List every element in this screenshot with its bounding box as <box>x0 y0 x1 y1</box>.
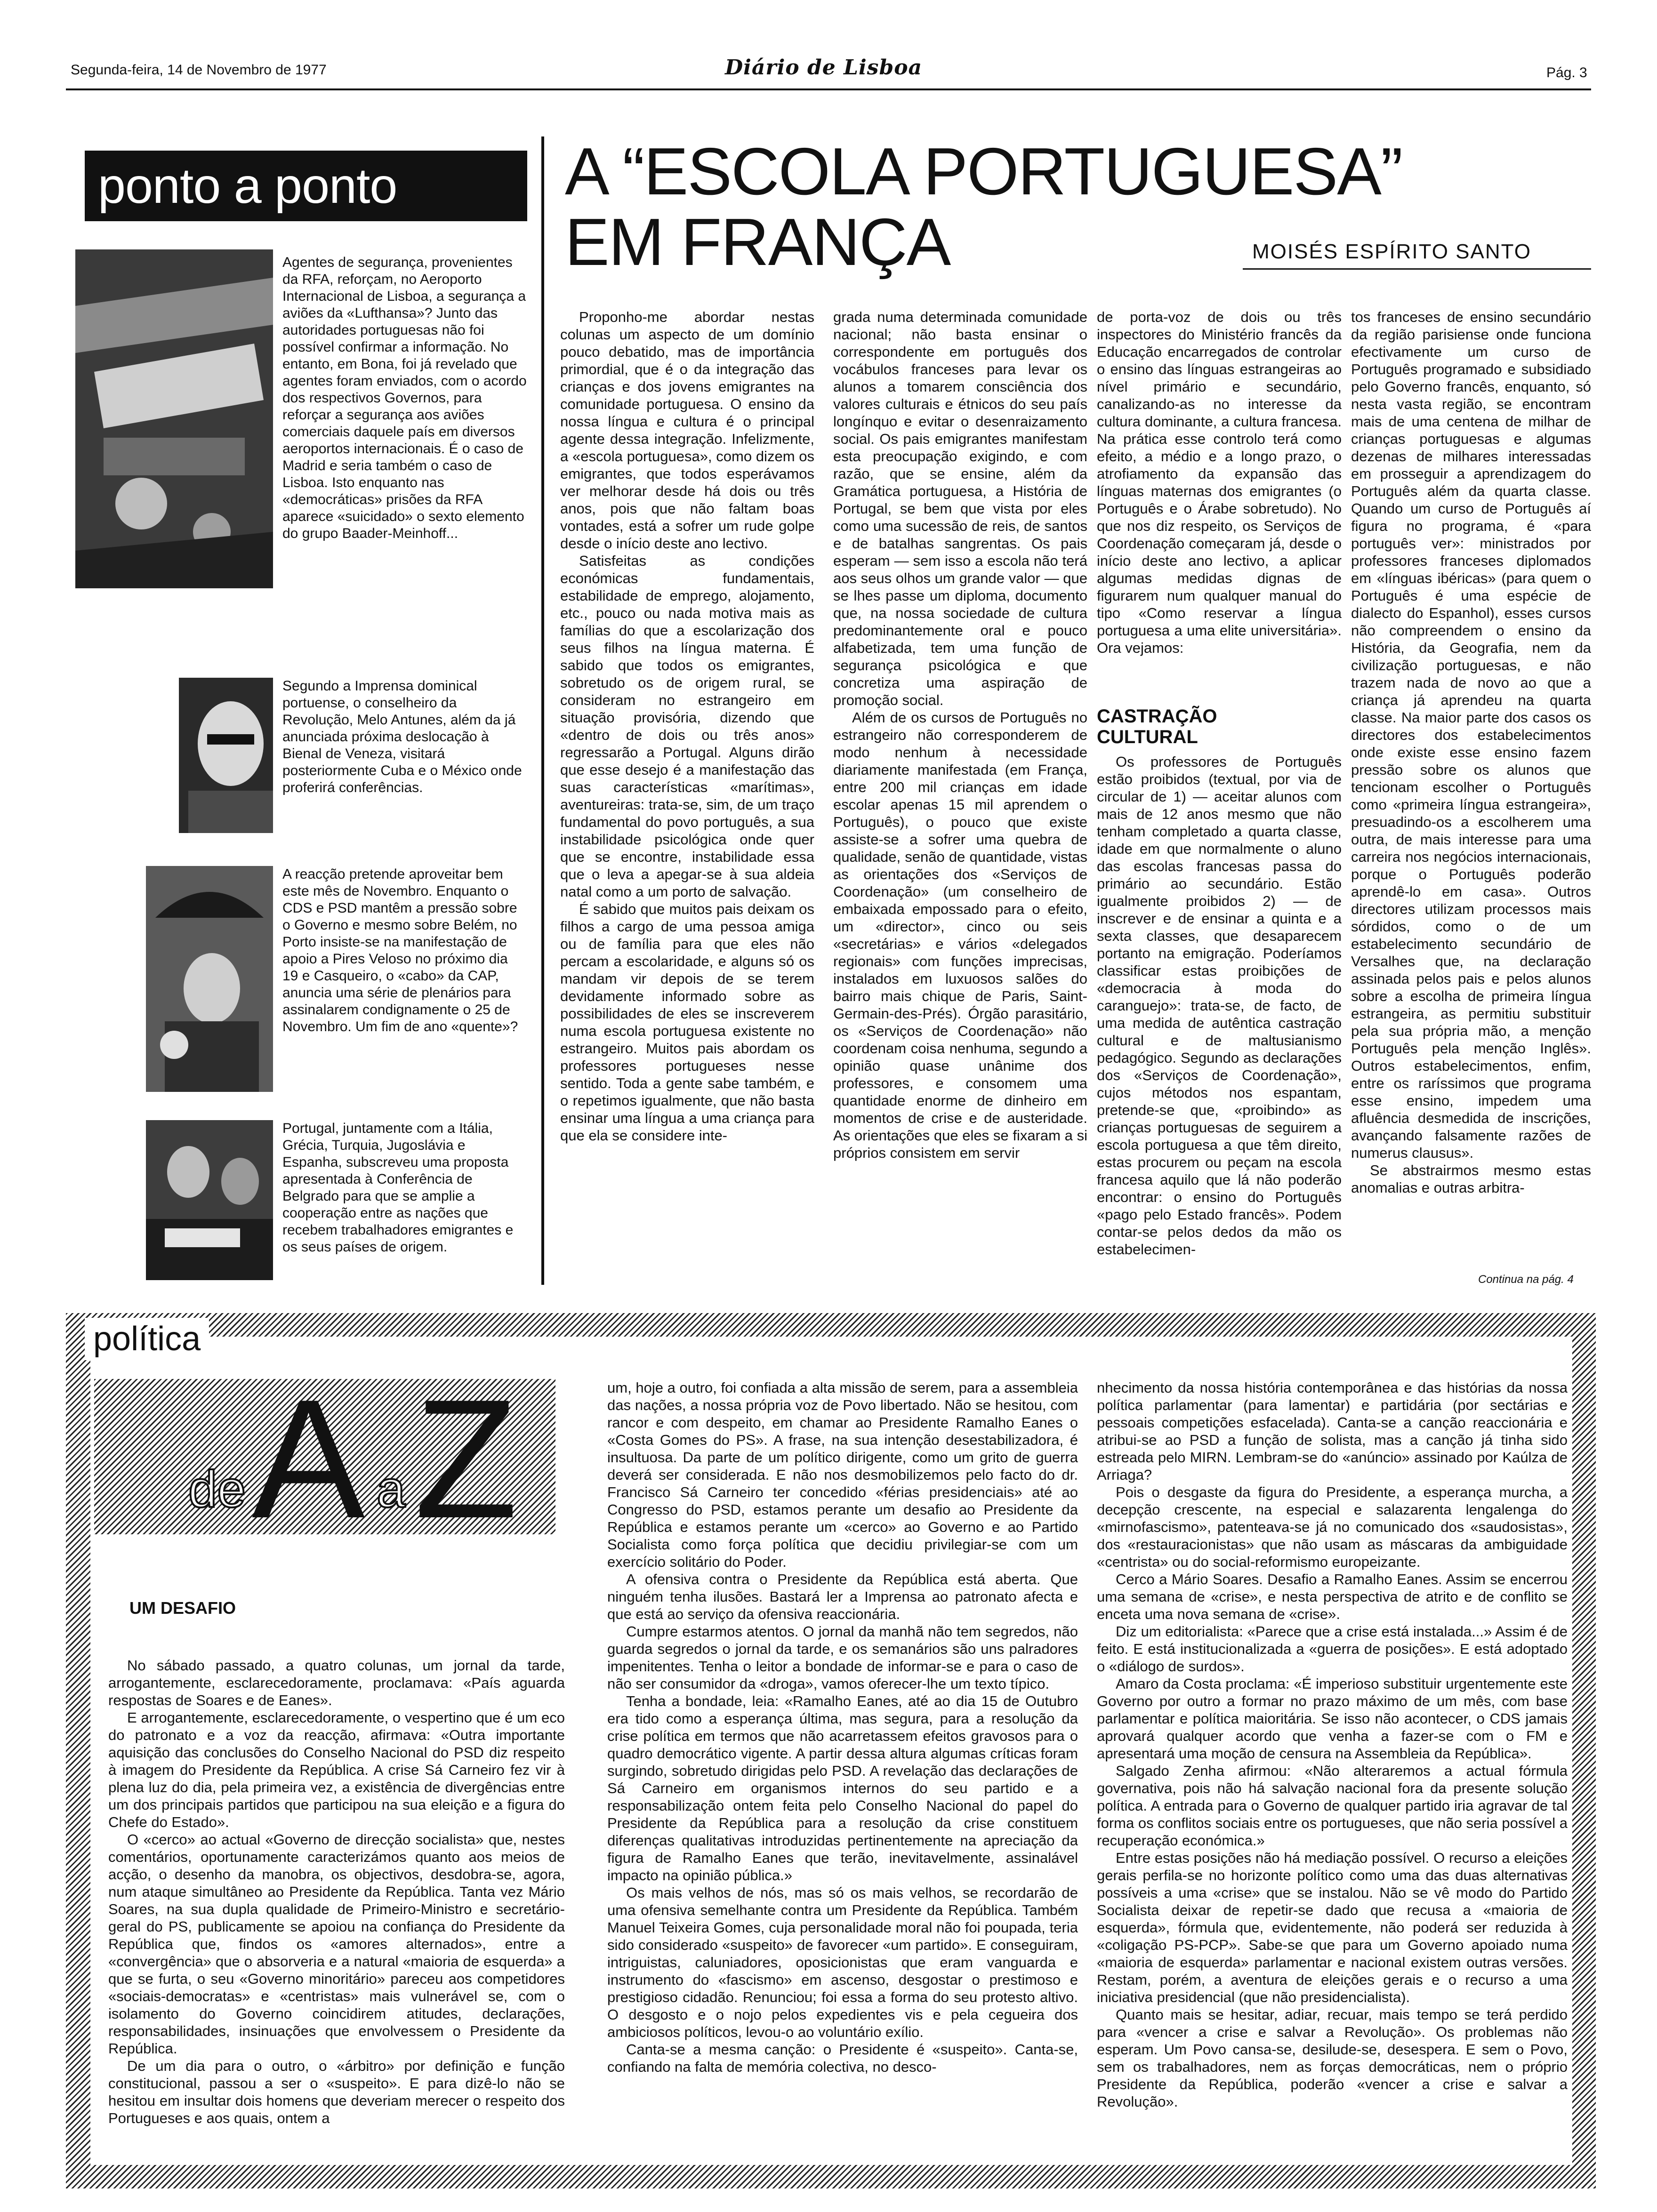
article-headline-line-2: EM FRANÇA <box>565 205 950 280</box>
portrait-photo <box>179 678 273 833</box>
masthead: Diário de Lisboa <box>725 56 923 80</box>
paragraph: nhecimento da nossa história contemporânea e das histórias da nossa política parlamentar (para lamentar) e partidária (por sectárias e pessoais competições esfacelada). Canta-se a canção reaccionária e atribui-se ao PSD a função de solista, mas a canção já tinha sido estreada pelo MIRN. Lembram-se do «anúncio» assinado por Kaúlza de Arriaga? <box>1097 1379 1568 1483</box>
sidebar-item-3: A reacção pretende aproveitar bem este mês de Novembro. Enquanto o CDS e PSD mantêm a pressão sobre o Governo e mesmo sobre Belém, no Porto insiste-se na manifestação de apoio a Pires Veloso no próximo dia 19 e Casqueiro, o «cabo» da CAP, anuncia uma série de plenários para assinalarem condignamente o 25 de Novembro. Um fim de ano «quente»? <box>282 866 518 1034</box>
paragraph: um, hoje a outro, foi confiada a alta missão de serem, para a assembleia das nações, a nossa própria voz de Povo libertado. Não se hesitou, com rancor e com despeito, em chamar ao Presidente Ramalho Eanes o «Costa Gomes do PS». A frase, na sua intenção desestabilizadora, é insultuosa. Da parte de um político dirigente, como um grito de guerra deverá ser considerada. E não nos desmobilizemos pelo facto do dr. Francisco Sá Carneiro ter concedido «férias presidenciais» até ao Congresso do PSD, estamos perante um desafio ao Presidente da República e estamos perante um «cerco» ao Governo e ao Partido Socialista como força política que decidiu privilegiar-se com um exercício solitário do Poder. <box>607 1379 1078 1570</box>
conference-photo-image <box>146 1120 273 1280</box>
sidebar-item-1: Agentes de segurança, provenientes da RFA, reforçam, no Aeroporto Internacional de Lisboa, a segurança a aviões da «Lufthansa»? Junto das autoridades portuguesas não foi possível confirmar a informação. No entanto, em Bona, foi já revelado que agentes foram enviados, com o acordo dos respectivos Governos, para reforçar a segurança aos aviões comerciais daquele país em diversos aeroportos internacionais. É o caso de Madrid e seria também o caso de Lisboa. Isto enquanto nas «democráticas» prisões da RFA aparece «suicidado» o sexto elemento do grupo Baader-Meinhoff... <box>282 255 527 541</box>
paragraph: Cerco a Mário Soares. Desafio a Ramalho Eanes. Assim se encerrou uma semana de «crise», e nesta perspectiva de atrito e de conflito se enceta uma nova semana de «crise». <box>1097 1571 1568 1622</box>
paragraph: Se abstrairmos mesmo estas anomalias e outras arbitra- <box>1351 1162 1591 1196</box>
page-date: Segunda-feira, 14 de Novembro de 1977 <box>71 62 327 78</box>
paragraph: tos franceses de ensino secundário da região parisiense onde funciona efectivamente um curso de Português programado e subsidiado pelo Governo francês, enquanto, só nesta vasta região, se encontram mais de uma centena de milhar de crianças portuguesas e algumas dezenas de milhares interessadas em prosseguir a aprendizagem do Português além da quarta classe. Quando um curso de Português aí figura no programa, é «para português ver»: ministrados por professores franceses diplomados em «línguas ibéricas» (para quem o Português é uma espécie de dialecto do Espanhol), esses cursos não compreendem o ensino da História, da Geografia, nem da civilização portuguesas, e não trazem nada de novo ao que a criança já aprendeu na quarta classe. Na maior parte dos casos os directores dos estabelecimentos onde existe esse ensino fazem pressão sobre os alunos que tencionam escolher o Português como «primeira língua estrangeira», presuadindo-os a escolherem uma outra, de mais interesse para uma carreira nos negócios internacionais, porque o Português poderão aprendê-lo em casa». Outros directores utilizam processos mais sórdidos, como o de um estabelecimento secundário de Versalhes que, na declaração assinada pelos pais e pelos alunos sobre a escolha de primeira língua estrangeira, as permitiu substituir pela sua própria mão, a menção Português pela menção Inglês». Outros estabelecimentos, enfim, entre os raríssimos que programa esse ensino, impedem uma afluência desmedida de inscrições, avançando falsamente razões de numerus clausus». <box>1351 309 1591 1161</box>
paragraph: Amaro da Costa proclama: «É imperioso substituir urgentemente este Governo por outro a formar no prazo máximo de um mês, com base parlamentar e política maioritária. Se isso não acontecer, o CDS jamais aprovará qualquer acordo que venha a fazer-se com o FM e apresentará uma moção de censura na Assembleia da República». <box>1097 1675 1568 1762</box>
paragraph: Canta-se a mesma canção: o Presidente é «suspeito». Canta-se, confiando na falta de memória colectiva, no desco- <box>607 2041 1078 2075</box>
byline-rule <box>1243 268 1591 270</box>
paragraph: Salgado Zenha afirmou: «Não alteraremos a actual fórmula governativa, pois não há salvação nacional fora da presente solução política. A entrada para o Governo de qualquer partido iria agravar de tal forma os conflitos sociais entre os portugueses, que não seria possível a recuperação económica.» <box>1097 1763 1568 1849</box>
rally-photo <box>146 866 273 1092</box>
rally-photo-image <box>146 866 273 1092</box>
paragraph: O «cerco» ao actual «Governo de direcção socialista» que, nestes comentários, oportunamente caracterizámos quanto aos meios de acção, o desenho da manobra, os objectivos, desdobra-se, agora, num ataque simultâneo ao Presidente da República. Tanta vez Mário Soares, na sua dupla qualidade de Primeiro-Ministro e secretário-geral do PS, publicamente se apoiou na confiança do Presidente da República que, findos os «amores alternados», entre a «convergência» que o absorveria e a natural «maioria de esquerda» a que se furta, o seu «Governo minoritário» pareceu aos competidores «sociais-democratas» e «centristas» mais vulnerável se, com o isolamento do Governo coincidirem atitudes, declarações, responsabilidades, insinuações que envolvessem o Presidente da República. <box>108 1831 565 2057</box>
a-z-banner <box>94 1379 555 1534</box>
paragraph: E arrogantemente, esclarecedoramente, o vespertino que é um eco do patronato e a voz da reacção, afirmava: «Outra importante aquisição das conclusões do Conselho Nacional do PSD diz respeito à imagem do Presidente da República. A crise Sá Carneiro fez vir à plena luz do dia, pela primeira vez, a existência de divergências entre um dos principais partidos que participou na sua eleição e a figura do Chefe do Estado». <box>108 1709 565 1830</box>
portrait-photo-image <box>179 678 273 833</box>
paragraph: De um dia para o outro, o «árbitro» por definição e função constitucional, passou a ser o «suspeito». E para dizê-lo não se hesitou em insultar dois homens que deveriam merecer o respeito dos Portugueses e aos quais, ontem a <box>108 2058 565 2126</box>
politica-column-1 <box>108 1657 565 2165</box>
article-headline-line-1: A “ESCOLA PORTUGUESA” <box>565 134 1402 209</box>
paragraph: Diz um editorialista: «Parece que a crise está instalada...» Assim é de feito. E está institucionalizada a «guerra de posições». E está adoptado o «diálogo de surdos». <box>1097 1623 1568 1675</box>
politica-subhead: UM DESAFIO <box>129 1598 236 1618</box>
paragraph: No sábado passado, a quatro colunas, um jornal da tarde, arrogantemente, esclarecedoramente, proclamava: «País aguarda respostas de Soares e de Eanes». <box>108 1657 565 1708</box>
paragraph: Tenha a bondade, leia: «Ramalho Eanes, até ao dia 15 de Outubro era tido como a esperança última, mas segura, para a resolução da crise política em termos que não acarretassem efeitos gravosos para o quadro democrático vigente. A partir dessa altura algumas críticas foram surgindo, sobretudo dirigidas pelo PSD. A revelação das declarações de Sá Carneiro em organismos internos do seu partido e a responsabilização ontem feita pelo Conselho Nacional do papel do Presidente da República para a resolução da crise constituem diferenças qualitativas introduzidas pertinentemente na apreciação da figura de Ramalho Eanes que terão, inevitavelmente, assinalável impacto na opinião pública.» <box>607 1693 1078 1883</box>
article-byline: MOISÉS ESPÍRITO SANTO <box>1252 240 1531 263</box>
politica-label: política <box>85 1318 209 1360</box>
politica-column-2 <box>607 1379 1078 2165</box>
banner-letter-a: A <box>252 1379 365 1534</box>
paragraph: Cumpre estarmos atentos. O jornal da manhã não tem segredos, não guarda segredos o jornal da tarde, e os semanários são uns palradores impenitentes. Tenha o leitor a bondade de informar-se e para o caso de não ser consumidor da «droga», vamos oferecer-lhe um texto típico. <box>607 1623 1078 1692</box>
escola-column-1 <box>560 308 814 1287</box>
escola-column-3 <box>1097 308 1342 704</box>
continued-note: Continua na pág. 4 <box>1478 1273 1574 1286</box>
airport-photo-image <box>75 249 273 588</box>
escola-column-3b <box>1097 753 1342 1290</box>
banner-de: de <box>188 1460 246 1518</box>
paragraph: Satisfeitas as condições económicas fundamentais, estabilidade de emprego, alojamento, etc., pouco ou nada motiva mais as famílias do que a escolarização dos seus filhos na língua materna. É sabido que todos os emigrantes, sobretudo os de origem rural, se consideram no estrangeiro em situação provisória, dizendo que «dentro de dois ou três anos» regressarão a Portugal. Alguns dirão que esse desejo é a manifestação das suas características «marítimas», aventureiras: trata-se, sim, de um traço fundamental do povo português, a sua instabilidade psicológica onde quer que se encontre, instabilidade essa que o leva a apegar-se à sua aldeia natal como a um porto de salvação. <box>560 553 814 900</box>
page-number: Pág. 3 <box>1546 65 1587 80</box>
paragraph: de porta-voz de dois ou três inspectores do Ministério francês da Educação encarregados de controlar o ensino das línguas estrangeiras ao nível primário e secundário, canalizando-as no interesse da cultura dominante, a cultura francesa. Na prática esse controlo terá como efeito, a médio e a longo prazo, o atrofiamento da expansão das línguas maternas dos emigrantes (o Português e o Árabe sobretudo). No que nos diz respeito, os Serviços de Coordenação começaram já, desde o início deste ano lectivo, a aplicar algumas medidas dignas de figurarem num qualquer manual do tipo «Como reservar a língua portuguesa a uma elite universitária». Ora vejamos: <box>1097 309 1342 656</box>
escola-column-4 <box>1351 308 1591 1273</box>
paragraph: Além de os cursos de Português no estrangeiro não corresponderem de modo nenhum à necessidade diariamente manifestada (em França, entre 200 mil crianças em idade escolar apenas 15 mil aprendem o Português), o pouco que existe assiste-se a sofrer uma quebra de qualidade, senão de quantidade, vistas as orientações dos «Serviços de Coordenação» (um conselheiro de embaixada empossado para o efeito, um «director», cinco ou seis «secretárias» e vários «delegados regionais» com funções imprecisas, instalados em luxuosos salões do bairro mais chique de Paris, Saint-Germain-des-Prés). Órgão parasitário, os «Serviços de Coordenação» não coordenam coisa nenhuma, segundo a opinião quase unânime dos professores, e consomem uma quantidade enorme de dinheiro em momentos de crise e de austeridade. As orientações que eles se fixaram a si próprios consistem em servir <box>833 709 1087 1161</box>
paragraph: Pois o desgaste da figura do Presidente, a esperança murcha, a decepção crescente, na especial e salazarenta lengalenga do «mirnofascismo», patenteava-se já no comunicado dos «saudosistas», dos «restauracionistas» que não usam as máscaras da ambiguidade «centrista» ou do social-reformismo europeizante. <box>1097 1484 1568 1570</box>
header-rule <box>66 88 1591 90</box>
paragraph: Os professores de Português estão proibidos (textual, por via de circular de 1) — aceitar alunos com mais de 12 anos mesmo que não tenham completado a quarta classe, idade em que normalmente o aluno das escolas francesas passa do primário ao secundário. Estão igualmente proibidos 2) — de inscrever e de ensinar a quinta e a sexta classes, que desaparecem portanto na emigração. Poderíamos classificar estas proibições de «democracia à moda do caranguejo»: trata-se, de facto, de uma medida de autêntica castração cultural e de maltusianismo pedagógico. Segundo as declarações dos «Serviços de Coordenação», cujos métodos nos espantam, pretende-se que, «proibindo» as crianças portuguesas de seguirem a escola portuguesa a que têm direito, estas procurem ou peçam na escola francesa aquilo que lá não poderão encontrar: o ensino do Português «pago pelo Estado francês». Podem contar-se pelos dedos da mão os estabelecimen- <box>1097 753 1342 1258</box>
banner-letter-z: Z <box>414 1379 518 1534</box>
paragraph: Os mais velhos de nós, mas só os mais velhos, se recordarão de uma ofensiva semelhante contra um Presidente da República. Também Manuel Teixeira Gomes, cuja personalidade moral não foi poupada, teria sido considerado «suspeito» de favorecer «um partido». E conseguiram, intriguistas, caluniadores, oposicionistas que eram vanguarda e instrumento do «fascismo» em ascenso, desgostar o prestimoso e prestigioso cidadão. Renunciou; foi essa a forma do seu protesto altivo. O desgosto e o nojo pelos expedientes vis e pela cegueira dos ambiciosos políticos, levou-o ao voluntário exílio. <box>607 1884 1078 2040</box>
escola-column-2 <box>833 308 1087 1287</box>
sidebar-right-rule <box>541 136 544 1285</box>
paragraph: A ofensiva contra o Presidente da República está aberta. Que ninguém tenha ilusões. Bastará ler a Imprensa ao patronato afecta e que está ao serviço da ofensiva reaccionária. <box>607 1571 1078 1622</box>
paragraph: Proponho-me abordar nestas colunas um aspecto de um domínio pouco debatido, mas de importância primordial, que é o da integração das crianças e dos jovens emigrantes na comunidade portuguesa. O ensino da nossa língua e cultura é o principal agente dessa integração. Infelizmente, a «escola portuguesa», como dizem os emigrantes, que todos esperávamos ver melhorar desde há dois ou três anos, pois que não faltam boas vontades, está a sofrer um rude golpe desde o início deste ano lectivo. <box>560 309 814 552</box>
conference-photo <box>146 1120 273 1280</box>
paragraph: grada numa determinada comunidade nacional; não basta ensinar o correspondente em português dos vocábulos franceses para levar os alunos a tomarem consciência dos valores culturais e étnicos do seu país longínquo e evitar o desenraizamento social. Os pais emigrantes manifestam esta preocupação exigindo, e com razão, que se ensine, além da Gramática portuguesa, a História de Portugal, se bem que vista por eles como uma sucessão de reis, de santos e de batalhas sangrentas. Os pais esperam — sem isso a escola não terá aos seus olhos um grande valor — que se lhes passe um diploma, documento que, na nossa sociedade de cultura predominantemente oral e pouco alfabetizada, tem uma função de segurança psicológica e que concretiza uma aspiração de promoção social. <box>833 309 1087 708</box>
section-subhead: CASTRAÇÃO CULTURAL <box>1097 706 1217 747</box>
sidebar-item-4: Portugal, juntamente com a Itália, Grécia, Turquia, Jugoslávia e Espanha, subscreveu uma proposta apresentada à Conferência de Belgrado para que se amplie a cooperação entre as nações que recebem trabalhadores emigrantes e os seus países de origem. <box>282 1121 514 1255</box>
ponto-a-ponto-title: ponto a ponto <box>85 151 527 221</box>
paragraph: Quanto mais se hesitar, adiar, recuar, mais tempo se terá perdido para «vencer a crise e salvar a Revolução». Os problemas não esperam. Um Povo cansa-se, desilude-se, desespera. E sem o Povo, sem os trabalhadores, nem as forças democráticas, nem o próprio Presidente da República, poderão «vencer a crise e salvar a Revolução». <box>1097 2006 1568 2110</box>
airport-photo <box>75 249 273 588</box>
banner-a: a <box>377 1460 406 1518</box>
paragraph: É sabido que muitos pais deixam os filhos a cargo de uma pessoa amiga ou de família para que eles não percam a escolaridade, e alguns só os mandam vir depois de se terem devidamente informado sobre as possibilidades de eles se inscreverem numa escola portuguesa existente no estrangeiro. Muitos pais abordam os professores portugueses nesse sentido. Toda a gente sabe também, e o repetimos igualmente, que não basta ensinar uma língua a uma criança para que ela se considere inte- <box>560 901 814 1144</box>
paragraph: Entre estas posições não há mediação possível. O recurso a eleições gerais perfila-se no horizonte político como uma das duas alternativas possíveis a uma «crise» que se instalou. Não se vê modo do Partido Socialista deixar de repetir-se dado que recusa a «maioria de esquerda», fórmula que, evidentemente, não poderá ser reduzida à «coligação PS-PCP». Sabe-se que para um Governo apoiado numa «maioria de esquerda» parlamentar e nacional existem outras versões. Restam, porém, a aventura de eleições gerais e o recurso a uma iniciativa presidencial (que não presidencialista). <box>1097 1850 1568 2005</box>
politica-column-3 <box>1097 1379 1568 2165</box>
sidebar-item-2: Segundo a Imprensa dominical portuense, o conselheiro da Revolução, Melo Antunes, além da já anunciada próxima deslocação à Bienal de Veneza, visitará posteriormente Cuba e o México onde proferirá conferências. <box>282 678 522 795</box>
